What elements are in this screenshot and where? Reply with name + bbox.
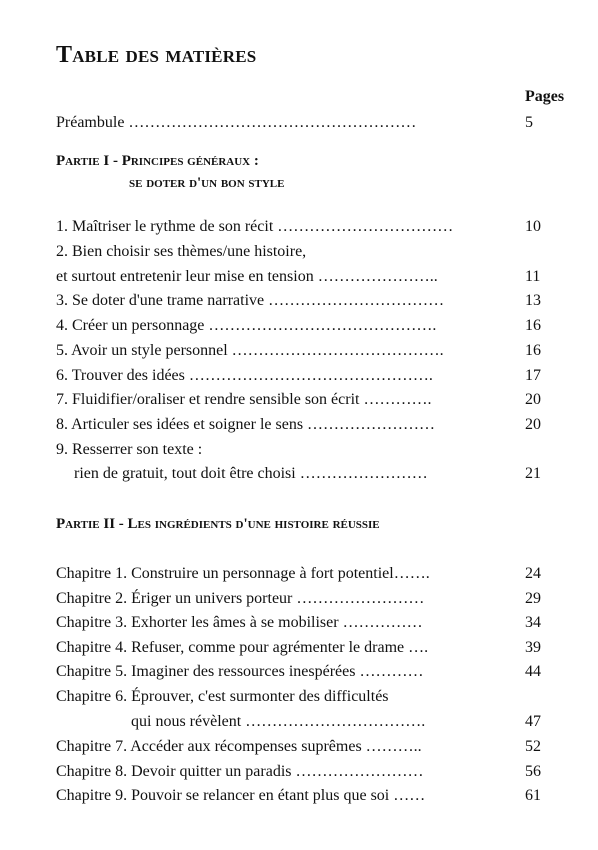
toc-page: 13 — [525, 292, 541, 309]
part2-title: Partie II - Les ingrédients d'une histoire réussie — [56, 516, 380, 532]
page-title: Table des matières — [56, 42, 257, 68]
toc-page: 17 — [525, 367, 541, 384]
toc-page: 34 — [525, 614, 541, 631]
toc-entry: 7. Fluidifier/oraliser et rendre sensible son écrit …………. — [56, 391, 432, 408]
toc-page: 56 — [525, 763, 541, 780]
toc-page: 16 — [525, 317, 541, 334]
toc-page-preamble: 5 — [525, 114, 533, 131]
toc-page: 10 — [525, 218, 541, 235]
toc-page: 47 — [525, 713, 541, 730]
toc-entry: qui nous révèlent ……………………………. — [131, 713, 426, 730]
part1-subtitle: se doter d'un bon style — [129, 175, 285, 191]
toc-entry: 6. Trouver des idées ………………………………………. — [56, 367, 433, 384]
toc-entry: Chapitre 4. Refuser, comme pour agrémenter le drame …. — [56, 639, 429, 656]
toc-page: 39 — [525, 639, 541, 656]
toc-entry: 8. Articuler ses idées et soigner le sens …………………… — [56, 416, 436, 433]
toc-page: 52 — [525, 738, 541, 755]
toc-entry: Chapitre 8. Devoir quitter un paradis …………………… — [56, 763, 424, 780]
toc-page: 21 — [525, 465, 541, 482]
toc-page: 61 — [525, 787, 541, 804]
toc-entry: Chapitre 2. Ériger un univers porteur …………………… — [56, 590, 425, 607]
toc-entry: Chapitre 7. Accéder aux récompenses suprêmes ……….. — [56, 738, 422, 755]
toc-entry: Chapitre 6. Éprouver, c'est surmonter des difficultés — [56, 688, 389, 705]
toc-page: 24 — [525, 565, 541, 582]
toc-entry: 1. Maîtriser le rythme de son récit …………………………… — [56, 218, 454, 235]
toc-page: 44 — [525, 663, 541, 680]
toc-page: 20 — [525, 416, 541, 433]
toc-page: 11 — [525, 268, 541, 285]
toc-entry: Chapitre 9. Pouvoir se relancer en étant plus que soi …… — [56, 787, 426, 804]
toc-entry: 9. Resserrer son texte : — [56, 441, 203, 458]
toc-entry: Chapitre 1. Construire un personnage à fort potentiel……. — [56, 565, 430, 582]
toc-entry: 5. Avoir un style personnel …………………………………. — [56, 342, 444, 359]
toc-entry: Chapitre 3. Exhorter les âmes à se mobiliser …………… — [56, 614, 423, 631]
toc-entry: 4. Créer un personnage ……………………………………. — [56, 317, 437, 334]
toc-entry: 2. Bien choisir ses thèmes/une histoire, — [56, 243, 307, 260]
toc-page: 16 — [525, 342, 541, 359]
toc-page: 20 — [525, 391, 541, 408]
pages-column-header: Pages — [525, 88, 565, 105]
part1-title: Partie I - Principes généraux : — [56, 153, 259, 169]
toc-entry: et surtout entretenir leur mise en tension ………………….. — [56, 268, 438, 285]
toc-entry-preamble: Préambule ……………………………………………… — [56, 114, 417, 131]
toc-entry: 3. Se doter d'une trame narrative …………………………… — [56, 292, 445, 309]
toc-page: 29 — [525, 590, 541, 607]
toc-entry: rien de gratuit, tout doit être choisi …………………… — [74, 465, 428, 482]
toc-entry: Chapitre 5. Imaginer des ressources inespérées ………… — [56, 663, 424, 680]
